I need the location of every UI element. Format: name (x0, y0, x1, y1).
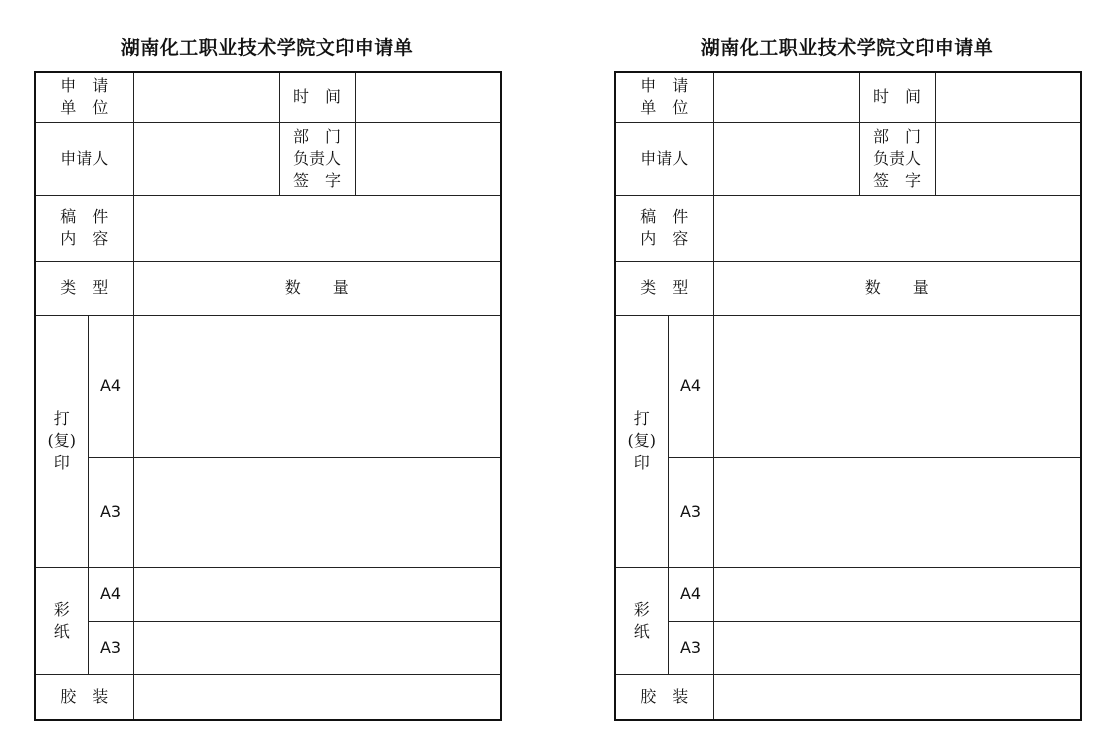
binding-label: 胶 装 (35, 674, 133, 720)
print-a3-label: A3 (668, 457, 713, 567)
dept-head-sign-label: 部 门 负责人 签 字 (279, 122, 355, 195)
type-header: 类 型 (615, 261, 713, 315)
color-a4-quantity-field[interactable] (133, 567, 501, 621)
print-a3-quantity-field[interactable] (133, 457, 501, 567)
apply-unit-field[interactable] (713, 72, 859, 122)
dept-head-sign-field[interactable] (355, 122, 501, 195)
dept-head-sign-field[interactable] (935, 122, 1081, 195)
apply-unit-label: 申 请 单 位 (615, 72, 713, 122)
request-table (614, 71, 1082, 721)
print-a3-label: A3 (88, 457, 133, 567)
color-a3-quantity-field[interactable] (713, 621, 1081, 674)
content-label: 稿 件 内 容 (35, 195, 133, 261)
form-title: 湖南化工职业技术学院文印申请单 (700, 37, 994, 59)
content-field[interactable] (713, 195, 1081, 261)
time-field[interactable] (935, 72, 1081, 122)
quantity-header: 数 量 (133, 261, 501, 315)
color-a4-quantity-field[interactable] (713, 567, 1081, 621)
applicant-label: 申请人 (615, 122, 713, 195)
color-paper-label: 彩 纸 (35, 567, 88, 674)
request-table (34, 71, 502, 721)
print-a4-quantity-field[interactable] (133, 315, 501, 457)
type-header: 类 型 (35, 261, 133, 315)
color-a4-label: A4 (88, 567, 133, 621)
color-a3-label: A3 (668, 621, 713, 674)
apply-unit-field[interactable] (133, 72, 279, 122)
form-title: 湖南化工职业技术学院文印申请单 (120, 37, 414, 59)
time-label: 时 间 (279, 72, 355, 122)
color-paper-label: 彩 纸 (615, 567, 668, 674)
applicant-label: 申请人 (35, 122, 133, 195)
print-a4-label: A4 (668, 315, 713, 457)
binding-quantity-field[interactable] (133, 674, 501, 720)
print-a3-quantity-field[interactable] (713, 457, 1081, 567)
dept-head-sign-label: 部 门 负责人 签 字 (859, 122, 935, 195)
content-label: 稿 件 内 容 (615, 195, 713, 261)
print-copy-label: 打 (复) 印 (615, 315, 668, 567)
print-copy-label: 打 (复) 印 (35, 315, 88, 567)
print-a4-label: A4 (88, 315, 133, 457)
content-field[interactable] (133, 195, 501, 261)
time-field[interactable] (355, 72, 501, 122)
color-a4-label: A4 (668, 567, 713, 621)
applicant-field[interactable] (133, 122, 279, 195)
quantity-header: 数 量 (713, 261, 1081, 315)
color-a3-quantity-field[interactable] (133, 621, 501, 674)
applicant-field[interactable] (713, 122, 859, 195)
color-a3-label: A3 (88, 621, 133, 674)
binding-quantity-field[interactable] (713, 674, 1081, 720)
time-label: 时 间 (859, 72, 935, 122)
apply-unit-label: 申 请 单 位 (35, 72, 133, 122)
print-a4-quantity-field[interactable] (713, 315, 1081, 457)
binding-label: 胶 装 (615, 674, 713, 720)
